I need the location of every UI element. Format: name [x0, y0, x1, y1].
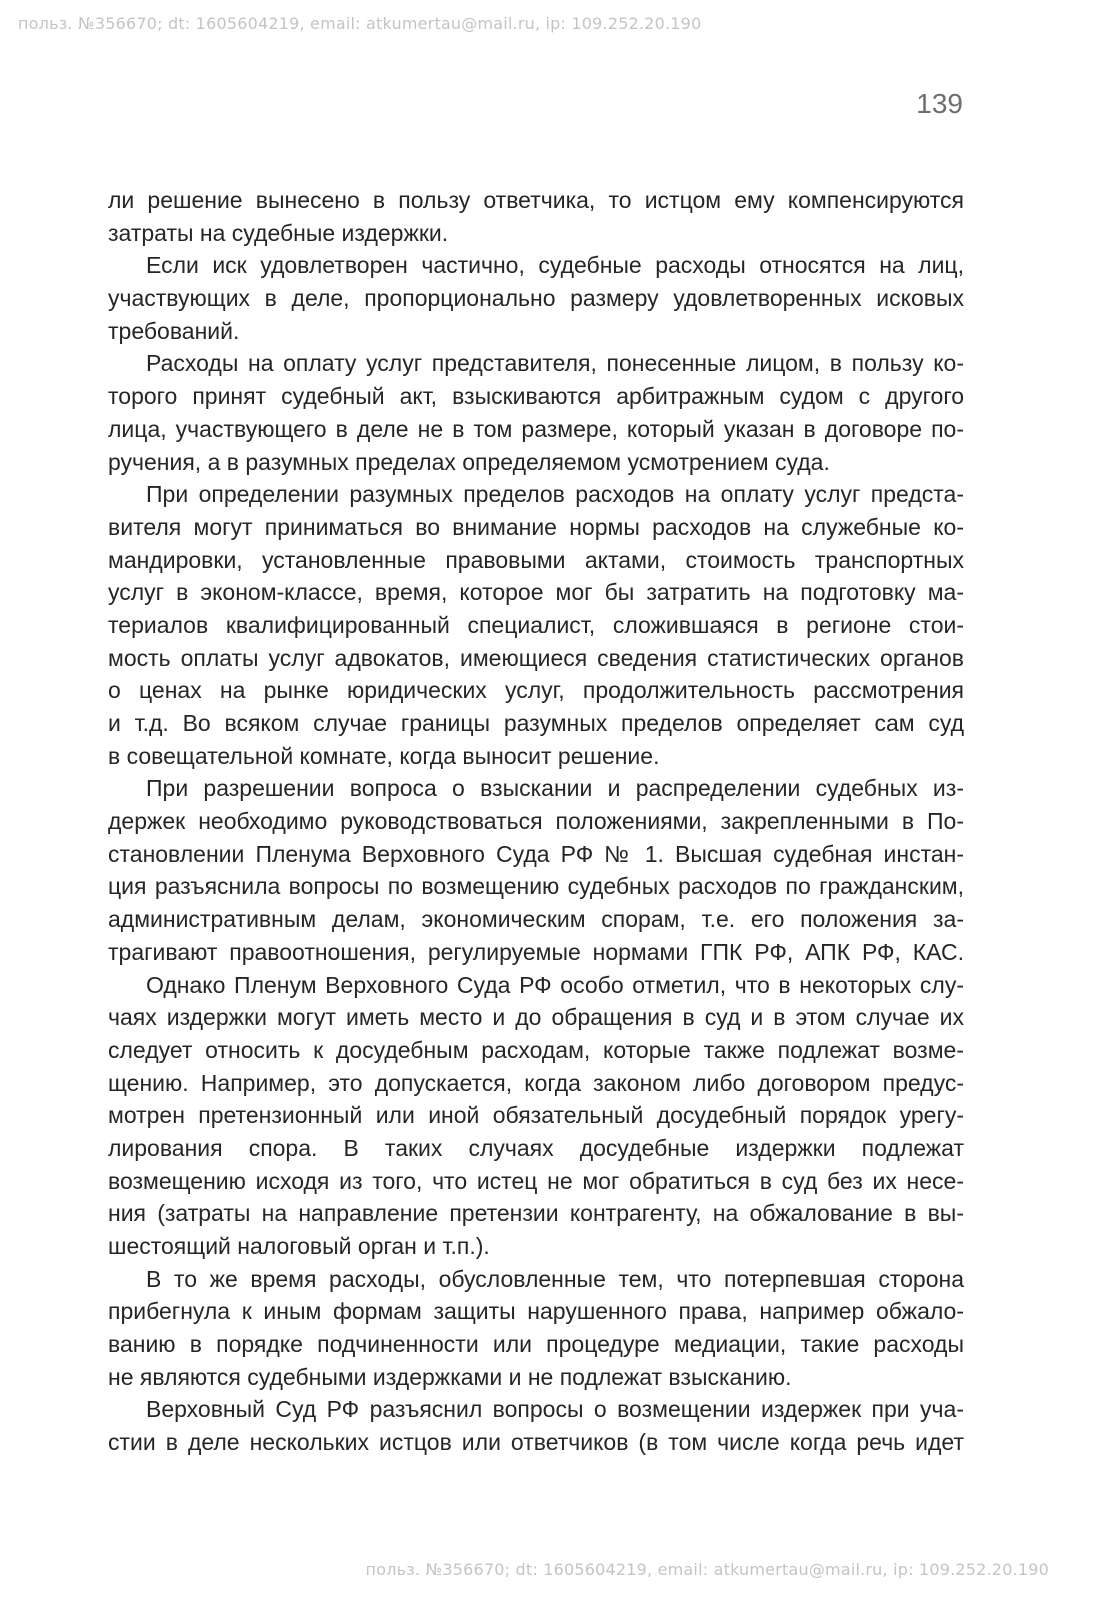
page-number: 139	[916, 88, 963, 119]
text-line: следует относить к досудебным расходам, которые также подлежат возме-	[108, 1036, 964, 1063]
text-line: возмещению исходя из того, что истец не мог обратиться в суд без их несе-	[108, 1167, 964, 1194]
text-line: Верховный Суд РФ разъяснил вопросы о возмещении издержек при уча-	[146, 1396, 964, 1423]
text-line: в совещательной комнате, когда выносит решение.	[108, 742, 660, 769]
text-line: торого принят судебный акт, взыскиваются арбитражным судом с другого	[108, 383, 964, 410]
text-line: Однако Пленум Верховного Суда РФ особо отметил, что в некоторых слу-	[146, 971, 964, 998]
paragraph	[108, 478, 964, 772]
text-line: В то же время расходы, обусловленные тем, что потерпевшая сторона	[146, 1265, 964, 1292]
text-line: лица, участвующего в деле не в том размере, который указан в договоре по-	[108, 415, 964, 442]
text-line: услуг в эконом-классе, время, которое мог бы затратить на подготовку ма-	[108, 579, 964, 606]
text-line: ния (затраты на направление претензии контрагенту, на обжалование в вы-	[108, 1200, 964, 1227]
paragraph	[108, 772, 964, 968]
text-line: и т.д. Во всяком случае границы разумных пределов определяет сам суд	[108, 710, 964, 736]
paragraph	[108, 1393, 964, 1458]
watermark-top: польз. №356670; dt: 1605604219, email: atkumertau@mail.ru, ip: 109.252.20.190	[18, 14, 702, 33]
paragraph	[108, 969, 964, 1263]
text-line: становлении Пленума Верховного Суда РФ № 1. Высшая судебная инстан-	[108, 840, 964, 867]
text-line: стии в деле нескольких истцов или ответчиков (в том числе когда речь идет	[108, 1429, 964, 1456]
text-line: о ценах на рынке юридических услуг, продолжительность рассмотрения	[108, 677, 964, 704]
text-line: Расходы на оплату услуг представителя, понесенные лицом, в пользу ко-	[146, 350, 964, 377]
text-line: При разрешении вопроса о взыскании и распределении судебных из-	[146, 775, 964, 802]
watermark-bottom: польз. №356670; dt: 1605604219, email: atkumertau@mail.ru, ip: 109.252.20.190	[365, 1560, 1049, 1579]
text-line: мость оплаты услуг адвокатов, имеющиеся сведения статистических органов	[108, 644, 964, 671]
text-line: Если иск удовлетворен частично, судебные расходы относятся на лиц,	[146, 252, 964, 279]
text-line: щению. Например, это допускается, когда законом либо договором предус-	[108, 1069, 964, 1096]
text-line: мотрен претензионный или иной обязательный досудебный порядок урегу-	[108, 1102, 964, 1129]
paragraph	[108, 184, 964, 249]
text-line: вителя могут приниматься во внимание нормы расходов на служебные ко-	[108, 513, 964, 540]
text-line: лирования спора. В таких случаях досудебные издержки подлежат	[108, 1134, 964, 1161]
text-line: прибегнула к иным формам защиты нарушенного права, например обжало-	[108, 1298, 964, 1325]
text-line: затраты на судебные издержки.	[108, 219, 449, 246]
text-line: При определении разумных пределов расходов на оплату услуг предста-	[146, 481, 964, 508]
text-line: держек необходимо руководствоваться положениями, закрепленными в По-	[108, 808, 964, 835]
text-line: чаях издержки могут иметь место и до обращения в суд и в этом случае их	[108, 1004, 964, 1031]
text-line: мандировки, установленные правовыми актами, стоимость транспортных	[108, 546, 964, 573]
text-line: не являются судебными издержками и не подлежат взысканию.	[108, 1363, 792, 1390]
body-text	[108, 184, 964, 1459]
text-line: ручения, а в разумных пределах определяемом усмотрением суда.	[108, 448, 830, 475]
text-line: ванию в порядке подчиненности или процедуре медиации, такие расходы	[108, 1331, 964, 1358]
text-line: ли решение вынесено в пользу ответчика, то истцом ему компенсируются	[108, 187, 964, 213]
text-line: административным делам, экономическим спорам, т.е. его положения за-	[108, 906, 964, 933]
paragraph	[108, 249, 964, 347]
text-line: требований.	[108, 317, 240, 344]
text-line: шестоящий налоговый орган и т.п.).	[108, 1233, 490, 1259]
text-line: трагивают правоотношения, регулируемые нормами ГПК РФ, АПК РФ, КАС.	[108, 938, 964, 965]
paragraph	[108, 347, 964, 478]
paragraph	[108, 1263, 964, 1394]
text-line: ция разъяснила вопросы по возмещению судебных расходов по гражданским,	[108, 873, 964, 900]
text-line: участвующих в деле, пропорционально размеру удовлетворенных исковых	[108, 285, 964, 312]
text-line: териалов квалифицированный специалист, сложившаяся в регионе стои-	[108, 611, 964, 638]
